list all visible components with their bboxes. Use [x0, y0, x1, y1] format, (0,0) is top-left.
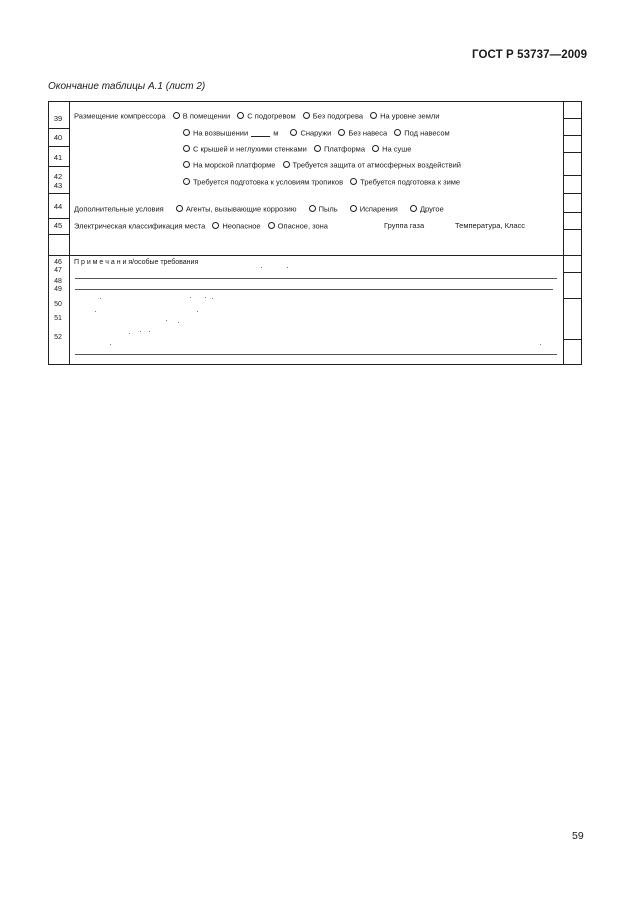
compressor-placement-row [74, 112, 439, 120]
row-number: 46 [54, 259, 62, 266]
option-label: В помещении [182, 111, 231, 121]
section-divider [48, 255, 582, 256]
form-table [48, 101, 582, 365]
row-number: 52 [54, 334, 62, 341]
row-number: 51 [54, 315, 62, 322]
elevation-row [183, 129, 450, 137]
option-unheated-radio[interactable] [303, 112, 310, 119]
option-label: Испарения [359, 204, 398, 214]
elevation-input[interactable] [251, 130, 270, 137]
shelter-row [183, 145, 411, 153]
option-outdoors-radio[interactable] [290, 129, 297, 136]
option-under-canopy-radio[interactable] [394, 129, 401, 136]
row-number: 44 [53, 202, 63, 211]
row-number: 47 [54, 267, 62, 274]
option-label: Под навесом [404, 128, 450, 138]
row-divider [563, 152, 582, 153]
row-divider [48, 234, 69, 235]
option-weather-protection-radio[interactable] [283, 161, 290, 168]
row-divider [563, 118, 582, 119]
row-divider [563, 193, 582, 194]
option-hazardous-zone-radio[interactable] [268, 222, 275, 229]
temperature-class-label: Температура, Класс [455, 221, 526, 230]
right-column-divider [563, 101, 564, 365]
option-tropical-prep-radio[interactable] [183, 178, 190, 185]
row-number: 40 [53, 133, 63, 142]
option-label: На суше [382, 144, 412, 154]
notes-title: П р и м е ч а н и я/особые требования [74, 259, 199, 266]
option-label: Другое [419, 204, 444, 214]
option-indoors-radio[interactable] [173, 112, 180, 119]
option-label: Пыль [318, 204, 338, 214]
option-no-canopy-radio[interactable] [338, 129, 345, 136]
table-caption: Окончание таблицы А.1 (лист 2) [48, 81, 206, 92]
option-label: Без навеса [348, 128, 388, 138]
option-ground-level-radio[interactable] [370, 112, 377, 119]
option-label: Требуется защита от атмосферных воздействий [292, 160, 461, 170]
row-divider [563, 298, 582, 299]
option-label: Неопасное [222, 221, 261, 231]
page-number: 59 [572, 830, 584, 842]
row-number: 42 [53, 172, 63, 181]
row-divider [563, 229, 582, 230]
row-divider [48, 193, 69, 194]
option-label: Без подогрева [312, 111, 364, 121]
row-divider [48, 128, 69, 129]
offshore-row [183, 161, 461, 169]
option-label: На морской платформе [193, 160, 276, 170]
document-code: ГОСТ Р 53737—2009 [472, 49, 588, 61]
note-line[interactable] [75, 289, 553, 290]
row-divider [563, 212, 582, 213]
option-winter-prep-radio[interactable] [350, 178, 357, 185]
option-corrosive-agents-radio[interactable] [176, 205, 183, 212]
row-divider [563, 272, 582, 273]
option-platform-radio[interactable] [314, 145, 321, 152]
electrical-classification-row [74, 222, 328, 230]
climate-prep-row [183, 178, 460, 186]
option-dust-radio[interactable] [309, 205, 316, 212]
row-number: 49 [54, 286, 62, 293]
option-label: С подогревом [247, 111, 296, 121]
row-number: 48 [54, 278, 62, 285]
option-heated-radio[interactable] [237, 112, 244, 119]
option-label: На уровне земли [380, 111, 440, 121]
unit-label: м [273, 128, 279, 138]
gas-group-label: Группа газа [384, 221, 425, 230]
option-elevated-radio[interactable] [183, 129, 190, 136]
additional-conditions-label: Дополнительные условия [74, 204, 164, 214]
additional-conditions-row [74, 205, 444, 213]
option-label: Снаружи [300, 128, 332, 138]
row-number: 41 [53, 153, 63, 162]
option-vapors-radio[interactable] [350, 205, 357, 212]
option-label: Требуется подготовка к зиме [360, 177, 461, 187]
note-line[interactable] [75, 354, 557, 355]
option-label: Опасное, зона [277, 221, 328, 231]
row-divider [563, 135, 582, 136]
option-label: С крышей и неглухими стенками [193, 144, 307, 154]
note-line[interactable] [75, 278, 557, 279]
row-divider [48, 218, 69, 219]
row-divider [563, 339, 582, 340]
option-label: Агенты, вызывающие коррозию [185, 204, 297, 214]
option-label: Требуется подготовка к условиям тропиков [193, 177, 344, 187]
compressor-placement-label: Размещение компрессора [74, 111, 166, 121]
option-non-hazardous-radio[interactable] [212, 222, 219, 229]
option-other-radio[interactable] [410, 205, 417, 212]
option-label: Платформа [323, 144, 365, 154]
row-number: 43 [53, 181, 63, 190]
option-label: На возвышении [193, 128, 249, 138]
row-number: 50 [54, 301, 62, 308]
row-number: 45 [53, 221, 63, 230]
number-column-divider [69, 101, 70, 365]
electrical-classification-label: Электрическая классификация места [74, 221, 206, 231]
row-divider [563, 175, 582, 176]
row-number: 39 [53, 114, 63, 123]
row-divider [48, 166, 69, 167]
row-divider [48, 146, 69, 147]
option-offshore-radio[interactable] [183, 161, 190, 168]
option-roof-walls-radio[interactable] [183, 145, 190, 152]
option-onshore-radio[interactable] [372, 145, 379, 152]
